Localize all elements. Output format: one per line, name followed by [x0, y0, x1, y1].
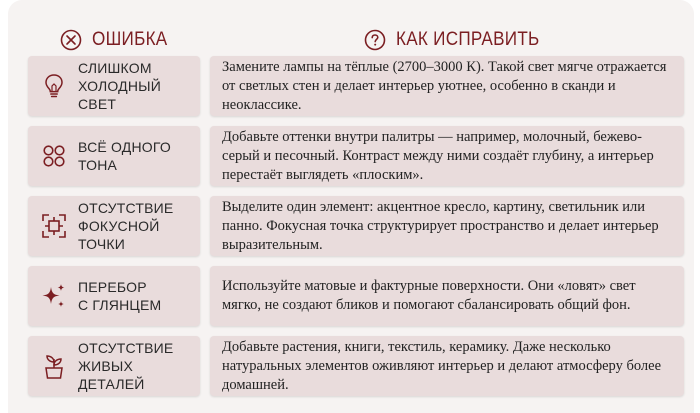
- mistake-text: ВСЁ ОДНОГО ТОНА: [78, 139, 171, 173]
- fix-cell: [210, 336, 684, 396]
- mistake-text: СЛИШКОМ ХОЛОДНЫЙ СВЕТ: [78, 60, 162, 112]
- mistake-cell: [28, 336, 200, 396]
- four-circles-icon: [40, 142, 68, 170]
- potted-plant-icon: [40, 352, 68, 380]
- table-row: [28, 56, 688, 116]
- question-circle-icon: [364, 29, 386, 51]
- focus-target-icon: [40, 212, 68, 240]
- fix-cell: [210, 56, 684, 116]
- fix-text: Добавьте растения, книги, текстиль, керамику. Даже несколько натуральных элементов оживляют интерьер и делают атмосферу более домашней.: [222, 338, 662, 393]
- fix-cell: [210, 196, 684, 256]
- fix-text: Замените лампы на тёплые (2700–3000 К). Такой свет мягче отражается от светлых стен и делает интерьер уютнее, особенно в сканди и неоклассике.: [222, 58, 667, 113]
- fix-header-label: КАК ИСПРАВИТЬ: [396, 29, 540, 50]
- lightbulb-icon: [40, 72, 68, 100]
- fix-cell: [210, 126, 684, 186]
- mistake-text: ОТСУТСТВИЕ ЖИВЫХ ДЕТАЛЕЙ: [78, 340, 174, 392]
- infographic-board: [8, 0, 694, 413]
- fix-header: [364, 22, 556, 58]
- mistake-cell: [28, 56, 200, 116]
- fix-text: Добавьте оттенки внутри палитры — например, молочный, бежево-серый и песочный. Контраст между ними создаёт глубину, а интерьер перестаёт выглядеть «плоским».: [222, 128, 654, 183]
- mistake-cell: [28, 266, 200, 326]
- mistake-header-label: ОШИБКА: [92, 29, 168, 50]
- fix-text: Выделите один элемент: акцентное кресло, картину, светильник или панно. Фокусная точка структурирует пространство и делает интерьер выразительным.: [222, 198, 659, 253]
- table-row: [28, 336, 688, 396]
- mistake-header: [60, 22, 176, 58]
- close-circle-icon: [60, 29, 82, 51]
- mistake-cell: [28, 126, 200, 186]
- fix-text: Используйте матовые и фактурные поверхности. Они «ловят» свет мягко, не создают бликов и помогают сбалансировать общий фон.: [222, 278, 636, 313]
- fix-cell: [210, 266, 684, 326]
- mistake-text: ОТСУТСТВИЕ ФОКУСНОЙ ТОЧКИ: [78, 200, 174, 252]
- sparkles-icon: [40, 282, 68, 310]
- table-row: [28, 266, 688, 326]
- mistake-text: ПЕРЕБОР С ГЛЯНЦЕМ: [78, 279, 162, 313]
- table-row: [28, 126, 688, 186]
- table-row: [28, 196, 688, 256]
- mistake-cell: [28, 196, 200, 256]
